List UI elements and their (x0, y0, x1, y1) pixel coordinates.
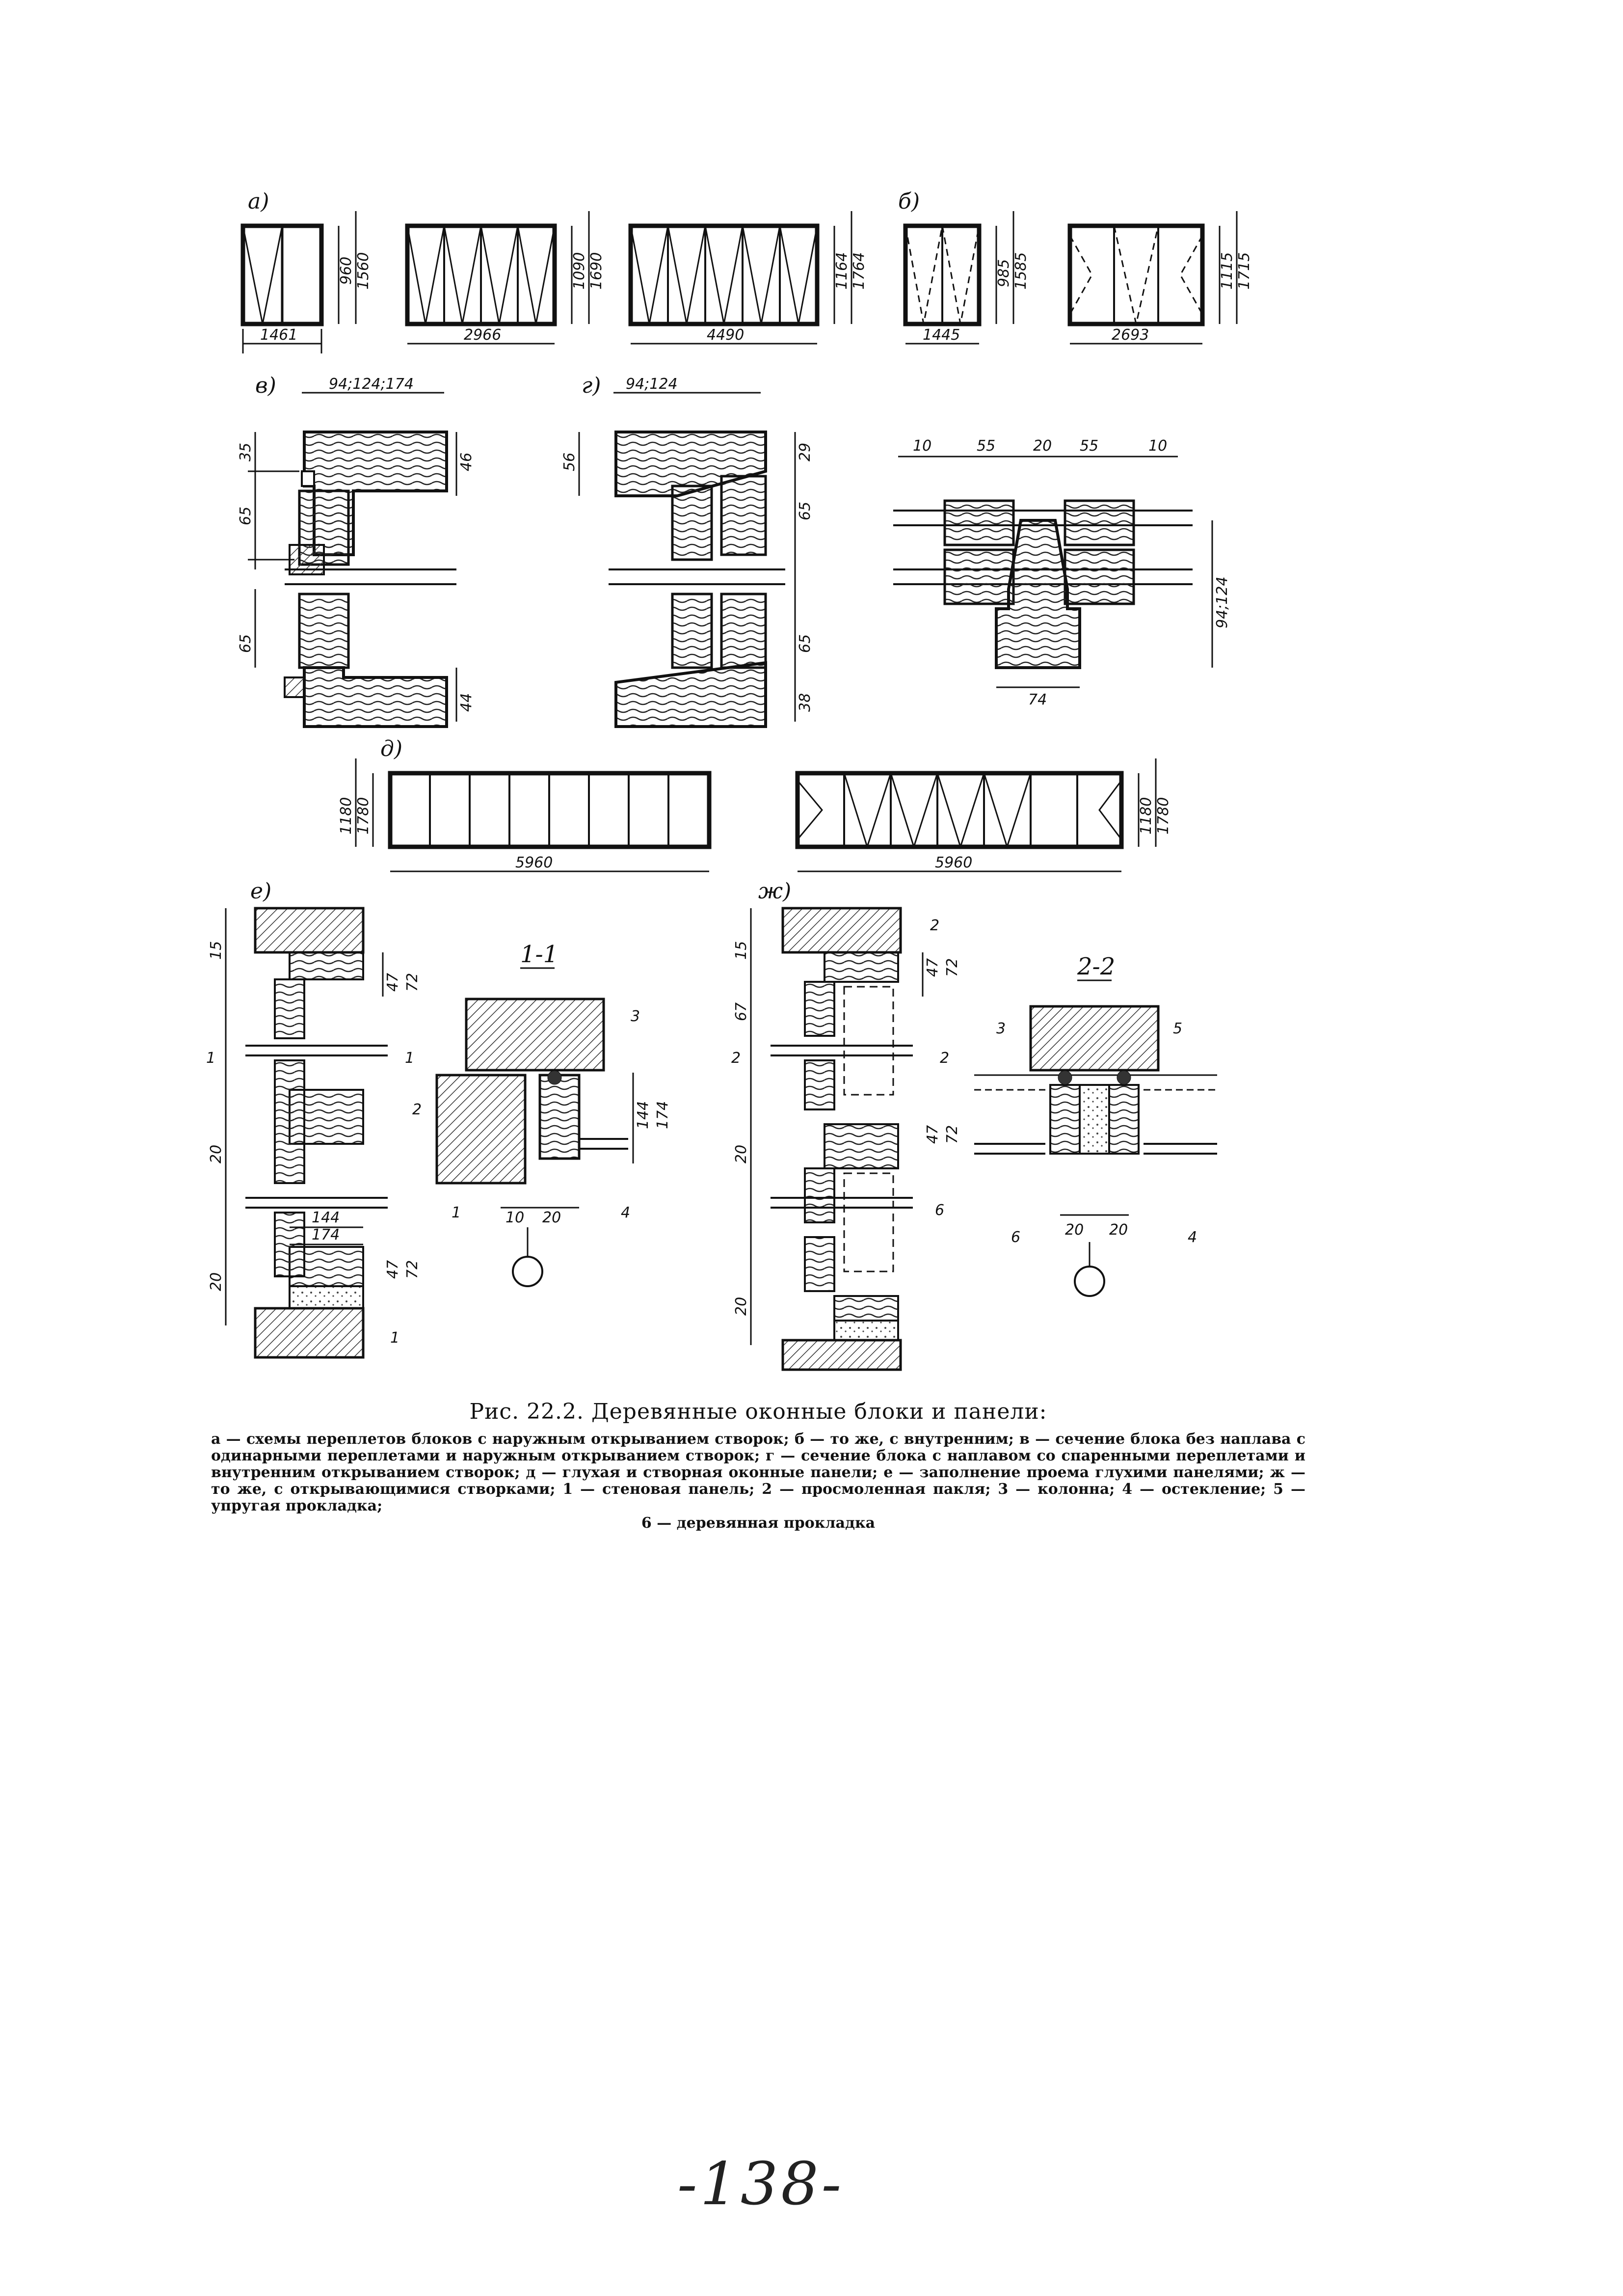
detail-zh-d4: 20 (733, 1297, 750, 1316)
panel-d2 (798, 758, 1172, 871)
detail-e-r2: 72 (404, 972, 421, 992)
detail-e-callout-1: 1 (390, 1329, 400, 1347)
scheme-b2-h1: 1115 (1219, 252, 1236, 290)
caption-title: Рис. 22.2. Деревянные оконные блоки и панели: (469, 1399, 1047, 1424)
sec11-callout-2: 2 (412, 1101, 422, 1118)
section-v (237, 373, 475, 727)
detail-zh (731, 879, 961, 1370)
scheme-a1-h1: 960 (338, 256, 355, 285)
panels-d (338, 736, 1172, 871)
section-v-d2: 65 (237, 506, 254, 525)
sec22-callout-5: 5 (1173, 1020, 1183, 1037)
page-number: -138- (677, 2150, 845, 2218)
caption-last-line: 6 — деревянная прокладка (641, 1514, 876, 1532)
detail-zh-d1: 15 (733, 941, 750, 960)
section-2-2-title: 2-2 (1077, 953, 1116, 980)
mullion-d5: 10 (1148, 437, 1168, 455)
scheme-a1-width: 1461 (260, 326, 298, 344)
detail-zh-r3: 47 (924, 1125, 941, 1144)
detail-zh-r4: 72 (944, 1125, 961, 1144)
detail-e-w1: 144 (312, 1209, 340, 1226)
scheme-a2-width: 2966 (464, 326, 502, 344)
label-a: а) (248, 189, 269, 214)
detail-e-d1: 15 (208, 941, 225, 960)
detail-e-r3: 47 (384, 1260, 401, 1279)
section-v-r1: 46 (458, 452, 475, 471)
label-e: е) (250, 879, 272, 904)
section-g-top-dim: 94;124 (626, 376, 678, 393)
scheme-a2-h2: 1690 (588, 252, 605, 290)
sec11-b2: 20 (542, 1209, 561, 1226)
sec22-callout-3: 3 (996, 1020, 1006, 1037)
section-g-r3: 65 (797, 634, 814, 653)
section-g-r1: 29 (797, 442, 814, 461)
scheme-a2-h1: 1090 (571, 252, 588, 290)
scheme-a1 (243, 211, 372, 353)
detail-e-r1: 47 (384, 972, 401, 992)
panel-d2-h2: 1780 (1155, 797, 1172, 835)
scheme-a3-width: 4490 (707, 326, 745, 344)
sec22-callout-4: 4 (1188, 1229, 1197, 1246)
detail-e-cut-left: 1 (206, 1050, 216, 1067)
mullion-d3: 20 (1033, 437, 1052, 455)
scheme-a1-h2: 1560 (355, 252, 372, 290)
mullion-bottom: 74 (1028, 691, 1047, 708)
sec22-b2: 20 (1109, 1221, 1128, 1239)
detail-zh-cut-left: 2 (731, 1050, 741, 1067)
sec11-d2: 174 (654, 1101, 671, 1129)
section-g-d1: 56 (561, 452, 578, 471)
section-v-r2: 44 (458, 693, 475, 712)
scheme-a3-h2: 1764 (851, 252, 868, 290)
section-1-1-title: 1-1 (520, 941, 559, 968)
detail-e-d2: 20 (208, 1144, 225, 1163)
panel-d1-h2: 1780 (355, 797, 372, 835)
caption-body: а — схемы переплетов блоков с наружным открыванием створок; б — то же, с внутренним; в — сечение блока без наплава с одинарными переплетами и наружным открыванием створок; г — сечение блока с наплавом со спаренными переплетами и внутренним открыванием створок; д — глухая и створная оконные панели; е — заполнение проема глухими панелями; ж — то же, с открывающимися створками; 1 — стеновая панель; 2 — просмоленная пакля; 3 — колонна; 4 — остекление; 5 — упругая прокладка; (211, 1431, 1305, 1514)
mullion-d2: 55 (977, 437, 996, 455)
scheme-b1-h1: 985 (995, 259, 1012, 287)
detail-e-cut-right: 1 (405, 1050, 415, 1067)
schemes-b (898, 189, 1253, 344)
section-v-d3: 65 (237, 634, 254, 653)
label-v: в) (255, 373, 276, 398)
section-g-r4: 38 (797, 693, 814, 712)
scheme-b1-h2: 1585 (1012, 252, 1030, 290)
section-g (561, 373, 814, 727)
sec11-b1: 10 (506, 1209, 525, 1226)
detail-e (206, 879, 421, 1357)
label-g: г) (582, 373, 601, 398)
scheme-b2-h2: 1715 (1236, 252, 1253, 290)
section-v-d1: 35 (237, 442, 254, 461)
label-zh: ж) (758, 879, 792, 904)
detail-zh-r2: 72 (944, 958, 961, 977)
mullion-d4: 55 (1080, 437, 1099, 455)
panel-d1-width: 5960 (515, 854, 553, 871)
scheme-b1-width: 1445 (923, 326, 960, 344)
detail-zh-d2: 67 (733, 1002, 750, 1021)
scheme-a3-h1: 1164 (833, 252, 851, 290)
scheme-b2-width: 2693 (1112, 326, 1149, 344)
detail-e-r4: 72 (404, 1260, 421, 1279)
detail-zh-cut-right: 2 (940, 1050, 950, 1067)
scheme-a3 (631, 211, 868, 344)
mullion-side: 94;124 (1214, 576, 1231, 628)
panel-d1 (338, 758, 709, 871)
sec22-b1: 20 (1065, 1221, 1084, 1239)
label-b: б) (898, 189, 920, 214)
sec22-callout-6: 6 (1011, 1229, 1021, 1246)
mullion-section (893, 437, 1231, 708)
panel-d1-h1: 1180 (338, 797, 355, 835)
detail-e-d3: 20 (208, 1272, 225, 1291)
section-v-top-dim: 94;124;174 (329, 376, 414, 393)
scheme-b1 (905, 211, 1030, 344)
section-g-r2: 65 (797, 501, 814, 520)
detail-e-w2: 174 (312, 1226, 340, 1243)
section-1-1 (412, 941, 671, 1286)
label-d: д) (380, 736, 403, 761)
detail-zh-d3: 20 (733, 1144, 750, 1163)
scheme-a2 (407, 211, 605, 344)
panel-d2-width: 5960 (935, 854, 973, 871)
section-2-2 (974, 953, 1217, 1296)
mullion-d1: 10 (913, 437, 932, 455)
detail-zh-callout-6: 6 (935, 1202, 945, 1219)
detail-zh-r1: 47 (924, 958, 941, 977)
sec11-callout-3: 3 (631, 1008, 640, 1025)
sec11-callout-1: 1 (452, 1204, 461, 1221)
sec11-callout-4: 4 (621, 1204, 631, 1221)
figure-caption (211, 1399, 1305, 1532)
detail-zh-callout-2: 2 (930, 917, 940, 934)
schemes-a (243, 189, 868, 353)
panel-d2-h1: 1180 (1138, 797, 1155, 835)
sec11-d1: 144 (635, 1101, 652, 1129)
scheme-b2 (1070, 211, 1253, 344)
